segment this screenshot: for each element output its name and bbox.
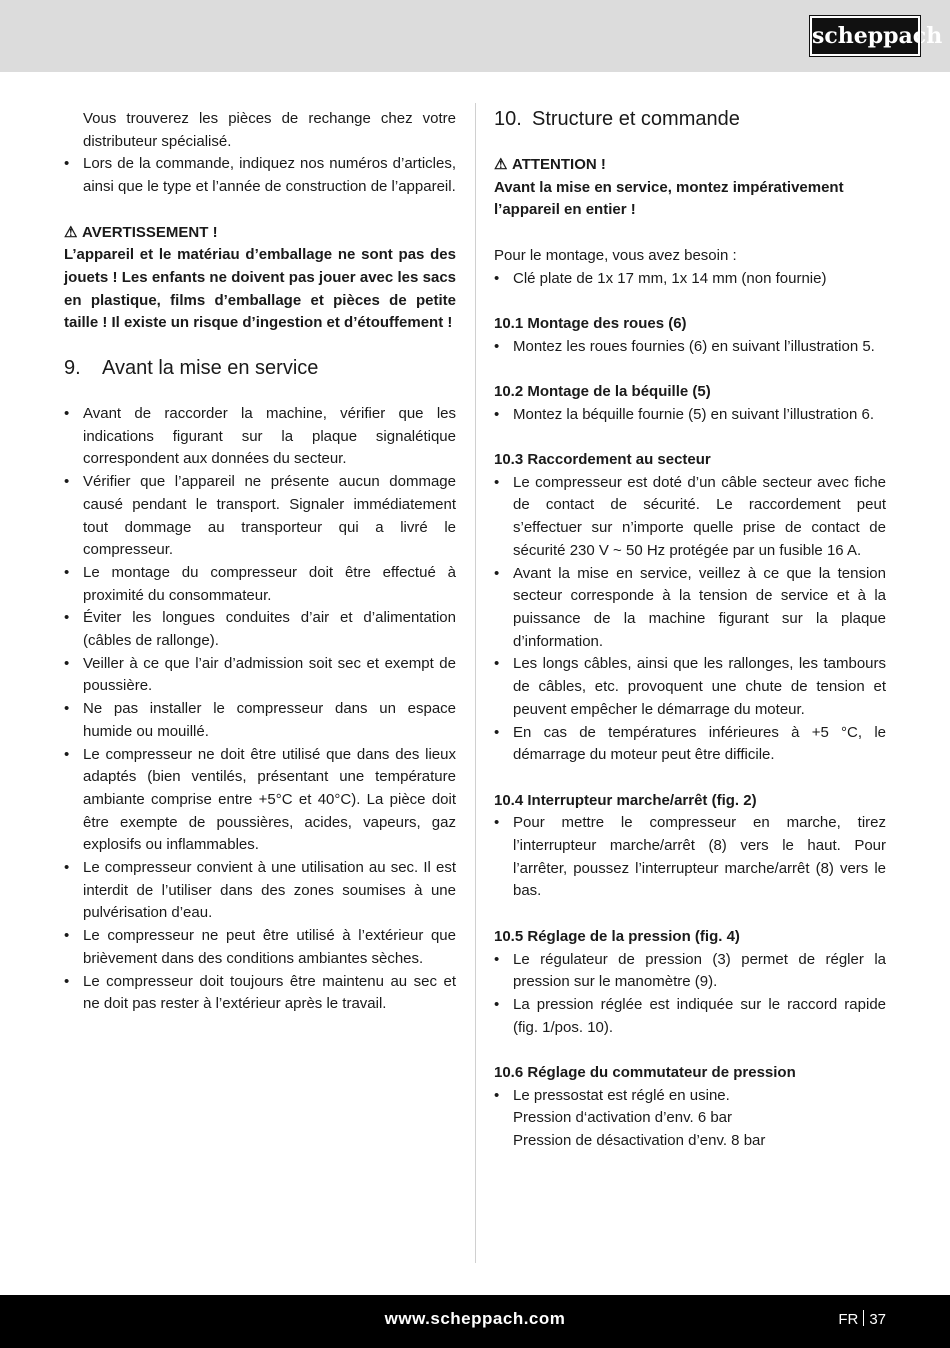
left-column: [64, 108, 456, 1016]
subsection-10-3-title: 10.3 Raccordement au secteur: [494, 451, 711, 469]
section-title: Avant la mise en service: [102, 357, 319, 380]
section-number: 10.: [494, 108, 522, 130]
subsection-10-4-bullets: [494, 812, 886, 903]
subsection-10-5-bullets: [494, 949, 886, 1040]
subsection-10-5-title: 10.5 Réglage de la pression (fig. 4): [494, 927, 740, 945]
list-item: • Le pressostat est réglé en usine.: [494, 1085, 886, 1108]
right-column: [494, 106, 886, 1153]
page-indicator: [838, 1310, 886, 1328]
list-item: • Montez les roues fournies (6) en suivant l’illustration 5.: [494, 336, 886, 359]
list-item: • Veiller à ce que l’air d’admission soit sec et exempt de poussière.: [64, 653, 456, 698]
website-link[interactable]: www.scheppach.com: [384, 1309, 566, 1328]
warning-icon: ⚠: [494, 156, 508, 173]
list-item: • Le compresseur ne peut être utilisé à l’extérieur que brièvement dans des conditions ambiantes sèches.: [64, 925, 456, 970]
list-item: • Éviter les longues conduites d’air et d’alimentation (câbles de rallonge).: [64, 607, 456, 652]
subsection-10-6-bullets: [494, 1085, 886, 1108]
language-code: FR: [838, 1311, 859, 1328]
mounting-intro: Pour le montage, vous avez besoin :: [494, 246, 737, 264]
subsection-10-1-bullets: [494, 336, 886, 359]
list-item: • Clé plate de 1x 17 mm, 1x 14 mm (non fournie): [494, 268, 886, 291]
warning-heading: [64, 222, 456, 245]
list-item: • Le montage du compresseur doit être effectué à proximité du consommateur.: [64, 562, 456, 607]
attention-heading: [494, 154, 886, 177]
warning-icon: ⚠: [64, 223, 78, 241]
subsection-10-2-title: 10.2 Montage de la béquille (5): [494, 382, 711, 400]
list-item: • La pression réglée est indiquée sur le raccord rapide (fig. 1/pos. 10).: [494, 994, 886, 1039]
warning-text: L’appareil et le matériau d’emballage ne sont pas des jouets ! Les enfants ne doivent pas jouer avec les sacs en plastique, films d’emballage et pièces de petite taille ! Il existe un risque d’ingestion et d’étouffement !: [64, 246, 456, 332]
section-10-heading: [494, 106, 886, 132]
list-item: • Pour mettre le compresseur en marche, tirez l’interrupteur marche/arrêt (8) vers le haut. Pour l’arrêter, poussez l’interrupteur marche/arrêt (8) vers le bas.: [494, 812, 886, 903]
section-title: Structure et commande: [532, 108, 740, 130]
list-item: • Le compresseur convient à une utilisation au sec. Il est interdit de l’utiliser dans des zones soumises à une pulvérisation d’eau.: [64, 857, 456, 925]
list-item: • Lors de la commande, indiquez nos numéros d’articles, ainsi que le type et l’année de construction de l’appareil.: [64, 153, 456, 198]
list-item: • Avant de raccorder la machine, vérifier que les indications figurant sur la plaque signalétique correspondent aux données du secteur.: [64, 403, 456, 471]
intro-continued: Vous trouverez les pièces de rechange chez votre distributeur spécialisé.: [83, 110, 456, 150]
section-9-heading: [64, 355, 456, 381]
subsection-10-3-bullets: [494, 472, 886, 767]
list-item: • En cas de températures inférieures à +5 °C, le démarrage du moteur peut être difficile.: [494, 722, 886, 767]
brand-logo: scheppach: [810, 16, 920, 56]
attention-title: ATTENTION !: [512, 156, 606, 173]
attention-text: Avant la mise en service, montez impérativement l’appareil en entier !: [494, 178, 844, 219]
list-item: • Vérifier que l’appareil ne présente aucun dommage causé pendant le transport. Signaler immédiatement tout dommage au transporteur qui a livré le compresseur.: [64, 471, 456, 562]
list-item: • Ne pas installer le compresseur dans un espace humide ou mouillé.: [64, 698, 456, 743]
page-number: 37: [869, 1311, 886, 1328]
list-item: • Montez la béquille fournie (5) en suivant l’illustration 6.: [494, 404, 886, 427]
list-item: • Les longs câbles, ainsi que les rallonges, les tambours de câbles, etc. provoquent une chute de tension et peuvent empêcher le démarrage du moteur.: [494, 653, 886, 721]
list-item: • Le compresseur doit toujours être maintenu au sec et ne doit pas rester à l’extérieur après le travail.: [64, 971, 456, 1016]
subsection-10-4-title: 10.4 Interrupteur marche/arrêt (fig. 2): [494, 791, 757, 809]
list-item: • Avant la mise en service, veillez à ce que la tension secteur corresponde à la tension de service et à la puissance de la machine figurant sur la plaque d’information.: [494, 563, 886, 654]
page-separator: [863, 1310, 864, 1326]
column-divider: [475, 103, 476, 1263]
section-9-bullets: [64, 403, 456, 1016]
warning-title: AVERTISSEMENT !: [82, 223, 218, 241]
list-item: • Le compresseur est doté d’un câble secteur avec fiche de contact de sécurité. Le raccordement peut s’effectuer sur n’importe quelle prise de contact de sécurité 230 V ~ 50 Hz protégée par un fusible 16 A.: [494, 472, 886, 563]
activation-pressure: Pression d‘activation d’env. 6 bar: [513, 1109, 733, 1127]
header-band: [0, 0, 950, 72]
subsection-10-1-title: 10.1 Montage des roues (6): [494, 314, 687, 332]
mounting-bullets: [494, 268, 886, 291]
list-item: • Le régulateur de pression (3) permet de régler la pression sur le manomètre (9).: [494, 949, 886, 994]
intro-bullets: [64, 153, 456, 198]
deactivation-pressure: Pression de désactivation d’env. 8 bar: [513, 1132, 766, 1150]
section-number: 9.: [64, 357, 81, 380]
subsection-10-2-bullets: [494, 404, 886, 427]
footer: [0, 1295, 950, 1348]
subsection-10-6-title: 10.6 Réglage du commutateur de pression: [494, 1064, 796, 1082]
list-item: • Le compresseur ne doit être utilisé que dans des lieux adaptés (bien ventilés, présentant une température ambiante comprise entre +5°C et 40°C). La pièce doit être exempte de poussières, acides, vapeurs, gaz explosifs ou inflammables.: [64, 744, 456, 858]
